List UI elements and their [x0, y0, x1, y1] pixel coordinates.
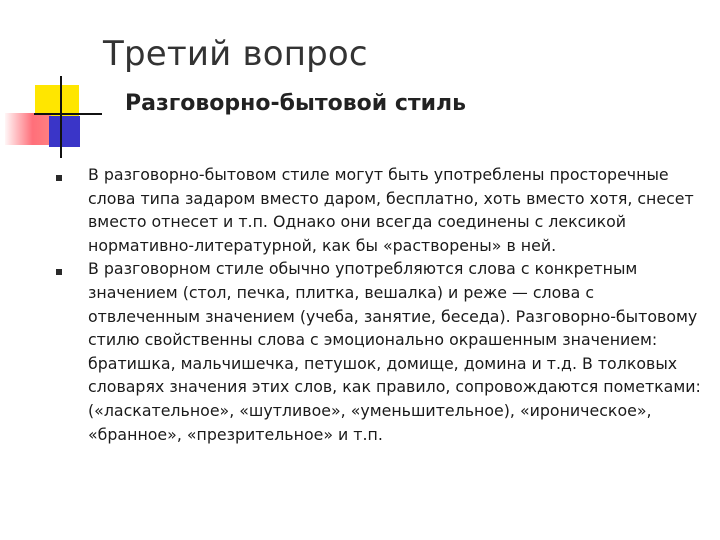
slide-subtitle: Разговорно-бытовой стиль — [125, 91, 467, 116]
slide-title: Третий вопрос — [103, 34, 368, 74]
decor-blue-square — [49, 116, 80, 147]
bullet-text: В разговорном стиле обычно употребляются слова с конкретным значением (стол, печка, плитка, вешалка) и реже — слова с отвлеченным значением (учеба, занятие, беседа). Разговорно-бытовому стилю свойственны слова с эмоционально окрашенным значением: братишка, мальчишечка, петушок, домище, домина и т.д. В толковых словарях значения этих слов, как правило, сопровождаются пометками: («ласкательное», «шутливое», «уменьшительное), «ироническое», «бранное», «презрительное» и т.п. — [88, 259, 701, 444]
bullet-list — [56, 163, 704, 446]
bullet-text: В разговорно-бытовом стиле могут быть употреблены просторечные слова типа задаром вместо даром, бесплатно, хоть вместо хотя, снесет вместо отнесет и т.п. Однако они всегда соединены с лексикой нормативно-литературной, как бы «растворены» в ней. — [88, 165, 694, 255]
decor-pink-gradient-bar — [5, 113, 51, 145]
square-bullet-icon — [56, 175, 62, 181]
bullet-item — [56, 257, 704, 446]
decor-vertical-line — [60, 76, 62, 158]
decor-horizontal-line — [34, 113, 102, 115]
square-bullet-icon — [56, 269, 62, 275]
bullet-item — [56, 163, 704, 257]
